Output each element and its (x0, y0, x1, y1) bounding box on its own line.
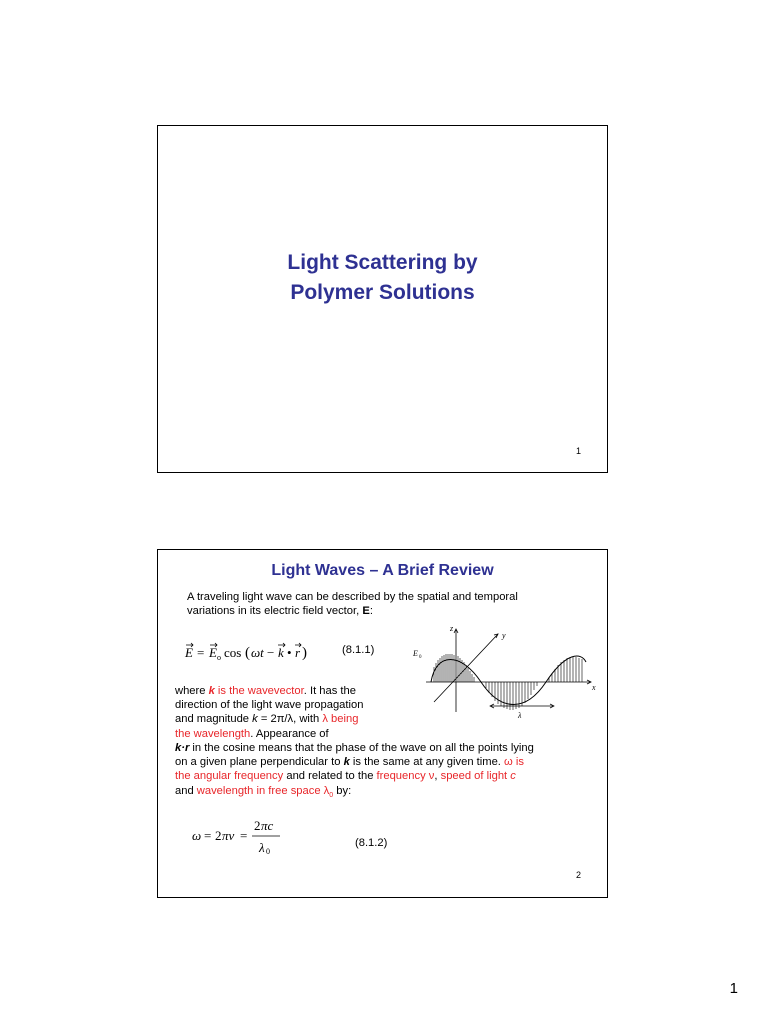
svg-text:πν: πν (222, 828, 235, 843)
svg-text:=: = (197, 645, 205, 660)
svg-text:k: k (278, 645, 284, 660)
svg-text:y: y (502, 631, 506, 640)
svg-text:x: x (592, 683, 596, 692)
slide-1-title: Light Scattering by Polymer Solutions (287, 251, 478, 304)
page-number: 1 (729, 980, 738, 997)
svg-text:2: 2 (254, 818, 261, 833)
equation-8-1-2-number: (8.1.2) (355, 837, 388, 849)
phase-paragraph: k·r in the cosine means that the phase of the wave on all the points lying on a given plane perpendicular to k is the same at any given time. ω is the angular frequency and related to the frequency ν, speed of light c and wavelength in free space $\lambda_0$ by: (175, 742, 534, 799)
svg-text:cos: cos (224, 645, 242, 660)
svg-text:0: 0 (419, 655, 422, 660)
svg-text:λ: λ (259, 840, 265, 855)
svg-text:πc: πc (261, 818, 274, 833)
slide-2-number: 2 (575, 870, 581, 880)
slide-1-number: 1 (575, 446, 581, 456)
svg-text:=: = (240, 828, 248, 843)
svg-text:λ: λ (518, 711, 522, 720)
svg-text:o: o (217, 653, 221, 662)
slide-1 (157, 125, 608, 473)
wave-diagram (406, 622, 601, 722)
svg-text:=: = (204, 828, 212, 843)
svg-text:ω: ω (192, 828, 202, 843)
svg-text:): ) (302, 645, 307, 661)
equation-8-1-1-number: (8.1.1) (342, 644, 375, 656)
svg-text:0: 0 (266, 847, 270, 856)
svg-text:r: r (295, 645, 301, 660)
svg-text:−: − (267, 645, 275, 660)
svg-text:(: ( (245, 645, 250, 661)
wavevector-paragraph: where k is the wavevector. It has the direction of the light wave propagation and magnitude k = 2π/λ, with λ being the wavelength. Appearance of (175, 685, 364, 740)
equation-8-1-1 (183, 641, 333, 667)
svg-text:z: z (450, 624, 454, 633)
intro-text: A traveling light wave can be described by the spatial and temporal variations in its electric field vector, E: (187, 591, 518, 618)
slide-2-title: Light Waves – A Brief Review (271, 562, 494, 579)
slide-2 (157, 549, 608, 898)
svg-text:ωt: ωt (251, 645, 264, 660)
svg-text:E: E (209, 645, 217, 660)
svg-text:•: • (287, 645, 292, 660)
svg-text:E: E (413, 649, 418, 658)
svg-text:E: E (185, 645, 193, 660)
svg-text:2: 2 (215, 828, 222, 843)
equation-8-1-2 (190, 815, 300, 861)
